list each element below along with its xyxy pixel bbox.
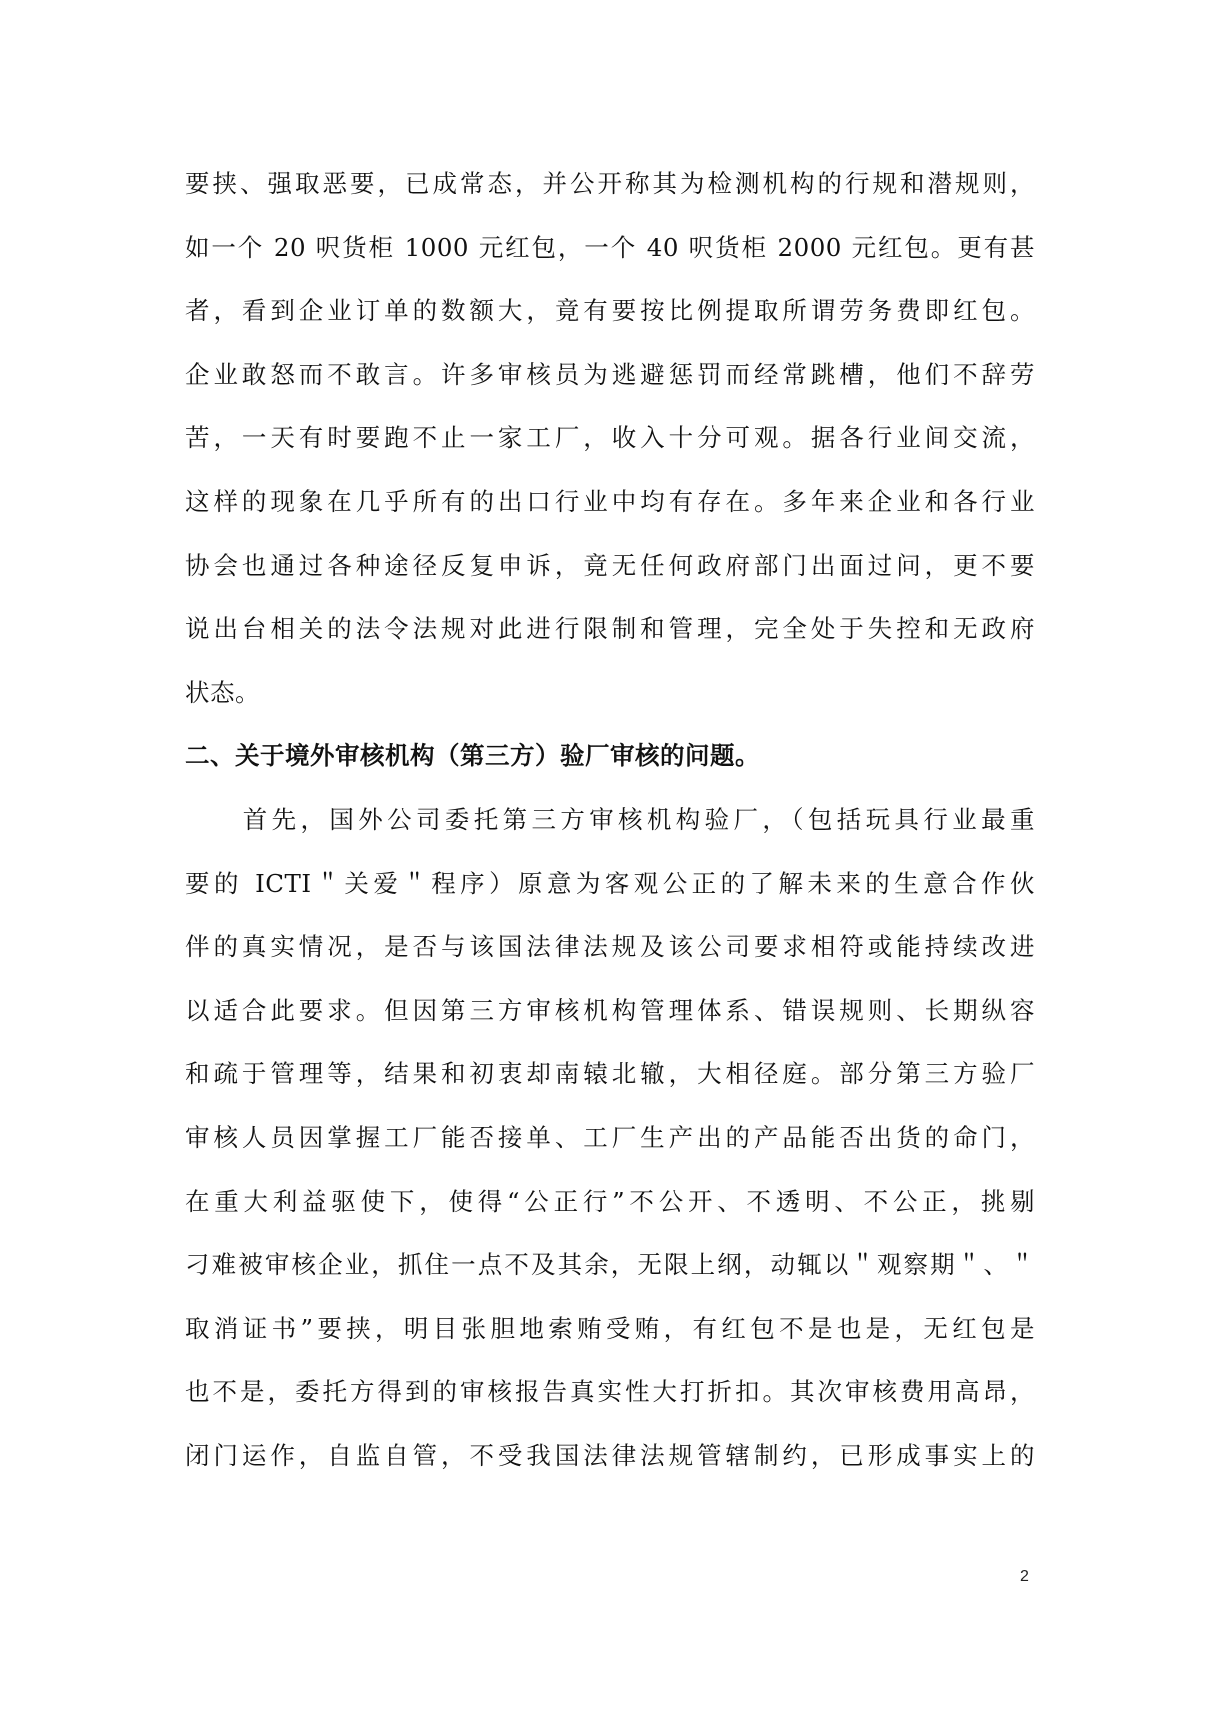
text-line: 也不是，委托方得到的审核报告真实性大打折扣。其次审核费用高昂， (185, 1377, 1035, 1407)
text-line: 刁难被审核企业，抓住一点不及其余，无限上纲，动辄以＂观察期＂、＂ (185, 1250, 1035, 1280)
text-line: 者，看到企业订单的数额大，竟有要按比例提取所谓劳务费即红包。 (185, 296, 1035, 326)
text-line: 要挟、强取恶要，已成常态，并公开称其为检测机构的行规和潜规则， (185, 169, 1035, 198)
text-line: 取消证书”要挟，明目张胆地索贿受贿，有红包不是也是，无红包是 (185, 1313, 1035, 1343)
text-line: 如一个 20 呎货柜 1000 元红包，一个 40 呎货柜 2000 元红包。更有甚 (185, 232, 1035, 262)
document-body (185, 152, 1035, 1487)
text-line: 状态。 (185, 677, 260, 707)
text-line: 伴的真实情况，是否与该国法律法规及该公司要求相符或能持续改进 (185, 932, 1035, 962)
text-line: 企业敢怒而不敢言。许多审核员为逃避惩罚而经常跳槽，他们不辞劳 (185, 359, 1035, 389)
text-line: 这样的现象在几乎所有的出口行业中均有存在。多年来企业和各行业 (185, 486, 1035, 516)
section-heading: 二、关于境外审核机构（第三方）验厂审核的问题。 (185, 741, 760, 771)
text-line: 要的 ICTI＂关爱＂程序）原意为客观公正的了解未来的生意合作伙 (185, 868, 1035, 898)
text-line: 和疏于管理等，结果和初衷却南辕北辙，大相径庭。部分第三方验厂 (185, 1059, 1035, 1089)
page-number: 2 (1020, 1568, 1029, 1585)
text-line: 以适合此要求。但因第三方审核机构管理体系、错误规则、长期纵容 (185, 995, 1035, 1025)
text-line: 在重大利益驱使下，使得“公正行”不公开、不透明、不公正，挑剔 (185, 1186, 1035, 1216)
text-line: 首先，国外公司委托第三方审核机构验厂，（包括玩具行业最重 (185, 804, 1035, 834)
text-line: 苦，一天有时要跑不止一家工厂，收入十分可观。据各行业间交流， (185, 423, 1035, 453)
text-line: 审核人员因掌握工厂能否接单、工厂生产出的产品能否出货的命门， (185, 1122, 1035, 1152)
text-line: 闭门运作，自监自管，不受我国法律法规管辖制约，已形成事实上的 (185, 1440, 1035, 1470)
text-line: 协会也通过各种途径反复申诉，竟无任何政府部门出面过问，更不要 (185, 550, 1035, 580)
text-line: 说出台相关的法令法规对此进行限制和管理，完全处于失控和无政府 (185, 614, 1035, 644)
